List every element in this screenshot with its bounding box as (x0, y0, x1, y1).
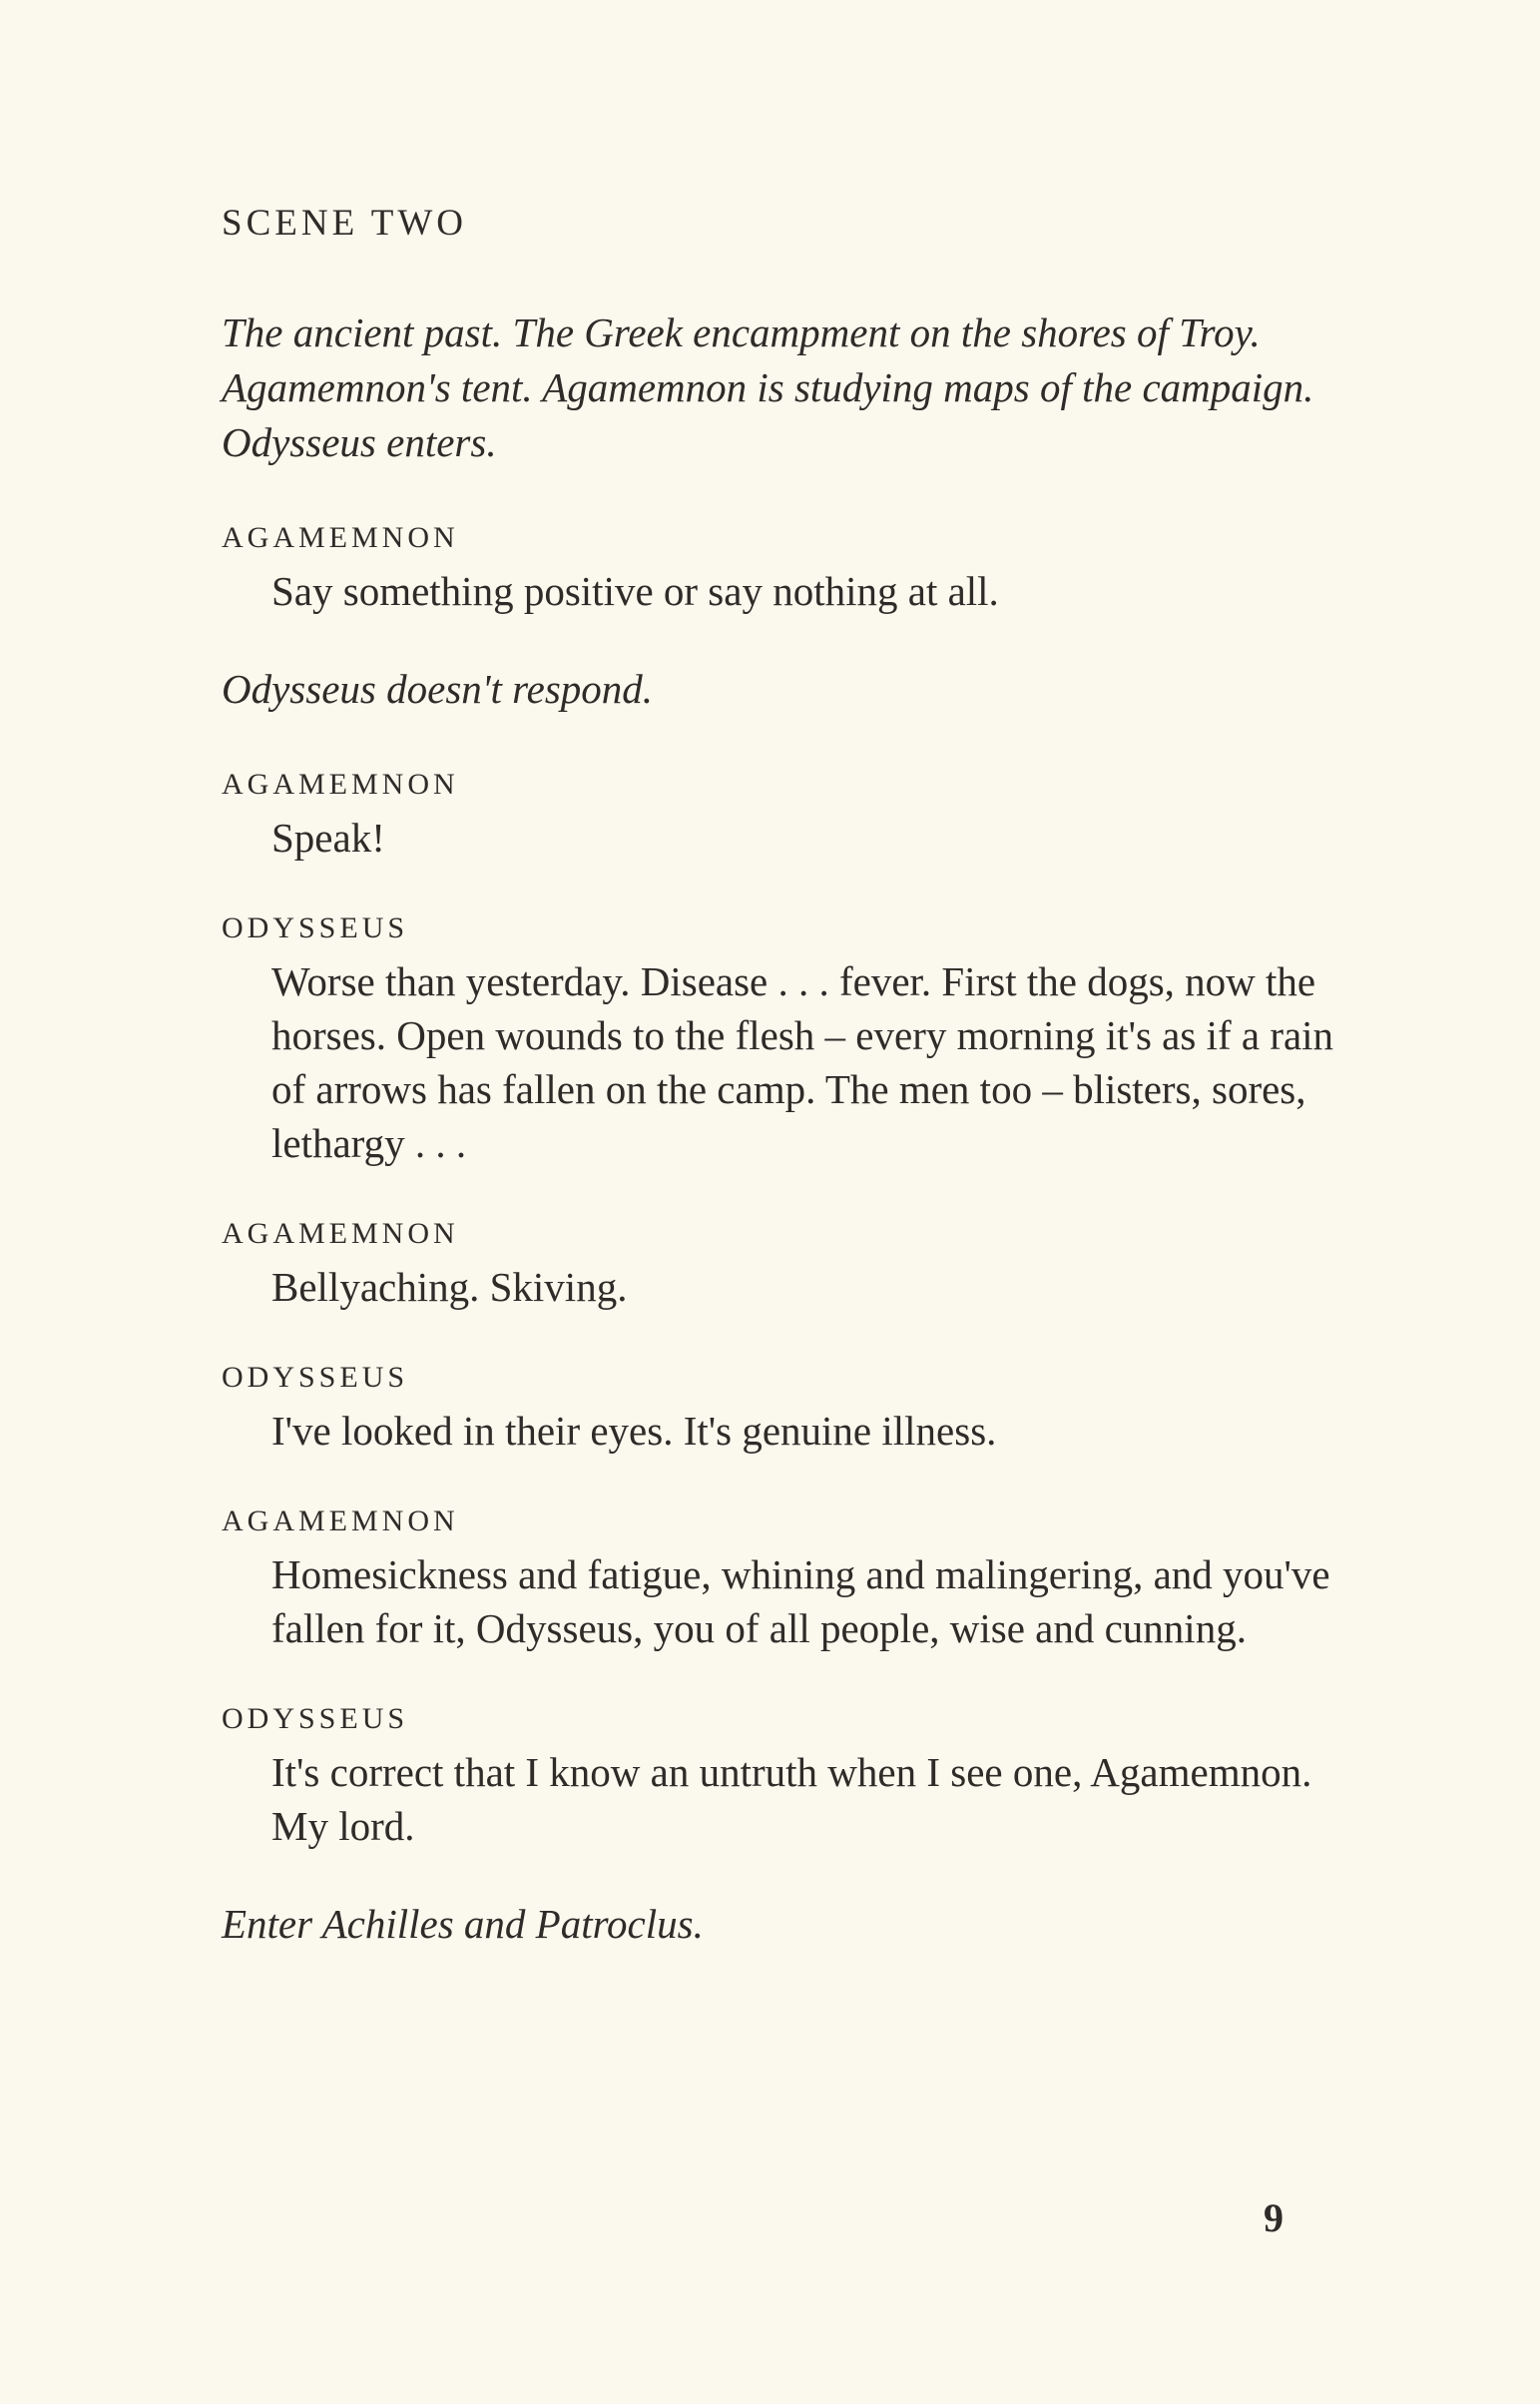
speech-text: Homesickness and fatigue, whining and malingering, and you've fallen for it, Odysseus, you of all people, wise and cunning. (271, 1551, 1330, 1651)
speaker-name: ODYSSEUS (222, 911, 409, 944)
scene-title: SCENE TWO (222, 203, 468, 244)
speech-text: Say something positive or say nothing at all. (271, 568, 999, 614)
speaker-name: AGAMEMNON (222, 521, 459, 554)
page-number: 9 (1264, 2195, 1283, 2240)
speech-block (222, 1358, 1349, 1458)
speech-block (222, 1699, 1349, 1853)
speaker-name: ODYSSEUS (222, 1702, 409, 1735)
speech-block (222, 908, 1349, 1170)
speech-text: Worse than yesterday. Disease . . . fever. First the dogs, now the horses. Open wounds to the flesh – every morning it's as if a rain of arrows has fallen on the camp. The men too – blisters, sores, lethargy . . . (271, 958, 1334, 1166)
opening-stage-direction: The ancient past. The Greek encampment on the shores of Troy. Agamemnon's tent. Agamemnon is studying maps of the campaign. Odysseus enters. (222, 309, 1314, 465)
stage-direction: Enter Achilles and Patroclus. (222, 1901, 704, 1947)
speech-text: Bellyaching. Skiving. (271, 1264, 628, 1310)
stage-direction: Odysseus doesn't respond. (222, 666, 654, 712)
speech-text: I've looked in their eyes. It's genuine illness. (271, 1408, 997, 1454)
speech-block (222, 1502, 1349, 1655)
speaker-name: AGAMEMNON (222, 1217, 459, 1250)
speech-text: Speak! (271, 815, 385, 861)
speech-text: It's correct that I know an untruth when I see one, Agamemnon. My lord. (271, 1749, 1312, 1849)
speaker-name: AGAMEMNON (222, 768, 459, 801)
speaker-name: AGAMEMNON (222, 1504, 459, 1537)
speaker-name: ODYSSEUS (222, 1361, 409, 1394)
speech-block (222, 518, 1349, 618)
speech-block (222, 765, 1349, 865)
speech-block (222, 1214, 1349, 1314)
page-content (222, 200, 1349, 2000)
